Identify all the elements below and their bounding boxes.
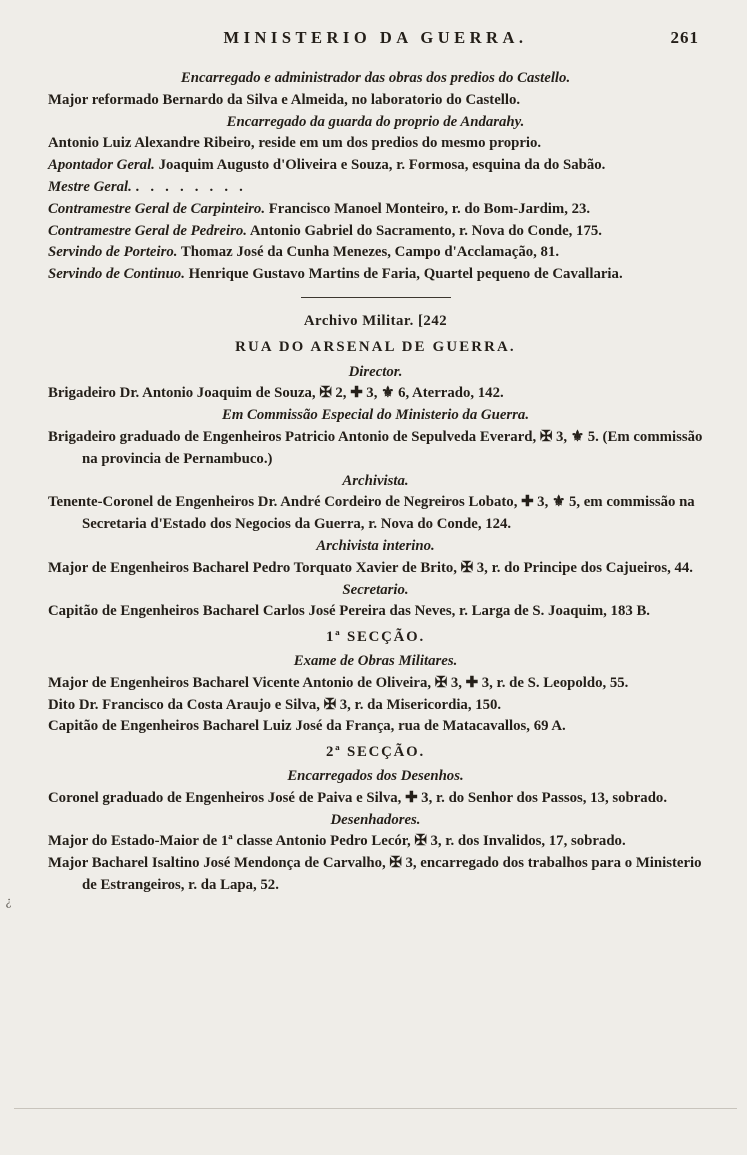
seccao1-entry: Capitão de Engenheiros Bacharel Luiz José da França, rua de Matacavallos, 69 A. xyxy=(48,718,566,735)
archivista-entry: Tenente-Coronel de Engenheiros Dr. André Cordeiro de Negreiros Lobato, ✚ 3, ⚜ 5, em commissão na Secretaria d'Estado dos Negocios da Guerra, r. Nova do Conde, 124. xyxy=(48,494,695,533)
seccao1-heading: 1ª SECÇÃO. xyxy=(326,629,425,646)
archivista-interino-entry: Major de Engenheiros Bacharel Pedro Torquato Xavier de Brito, ✠ 3, r. do Principe dos Cajueiros, 44. xyxy=(48,559,693,576)
page-header xyxy=(48,28,703,52)
archivista-interino-heading: Archivista interino. xyxy=(316,537,435,554)
role-entry xyxy=(48,264,703,286)
role-text: . . . . . . . . xyxy=(135,178,243,195)
seccao2-entry: Coronel graduado de Engenheiros José de Paiva e Silva, ✚ 3, r. do Senhor dos Passos, 13, sobrado. xyxy=(48,789,668,806)
castello-entry: Major reformado Bernardo da Silva e Almeida, no laboratorio do Castello. xyxy=(48,91,521,108)
obras-officials-section xyxy=(48,68,703,286)
role-entry xyxy=(48,199,703,221)
role-text: Antonio Gabriel do Sacramento, r. Nova do Conde, 175. xyxy=(249,222,602,239)
role-entry xyxy=(48,155,703,177)
scan-artifact-line xyxy=(14,1108,737,1109)
running-title: MINISTERIO DA GUERRA. xyxy=(223,28,528,47)
desenhadores-entry: Major do Estado-Maior de 1ª classe Antonio Pedro Lecór, ✠ 3, r. dos Invalidos, 17, sobrado. xyxy=(48,833,626,850)
director-heading: Director. xyxy=(348,363,403,380)
archivista-heading: Archivista. xyxy=(342,472,409,489)
role-label: Mestre Geral. xyxy=(48,178,132,195)
archivo-title: Archivo Militar. [242 xyxy=(303,312,448,329)
seccao2-heading: 2ª SECÇÃO. xyxy=(326,744,425,761)
castello-heading: Encarregado e administrador das obras dos predios do Castello. xyxy=(180,70,571,86)
role-label: Contramestre Geral de Carpinteiro. xyxy=(48,200,266,217)
director-entry: Brigadeiro Dr. Antonio Joaquim de Souza, ✠ 2, ✚ 3, ⚜ 6, Aterrado, 142. xyxy=(48,385,504,402)
role-entry xyxy=(48,221,703,243)
handwritten-margin-mark: ¿ xyxy=(3,892,13,909)
role-entry xyxy=(48,177,703,199)
andarahy-heading: Encarregado da guarda do proprio de Andarahy. xyxy=(226,113,525,130)
role-text: Henrique Gustavo Martins de Faria, Quartel pequeno de Cavallaria. xyxy=(188,266,623,283)
role-label: Servindo de Continuo. xyxy=(48,266,185,283)
archivo-militar-section xyxy=(48,311,703,897)
desenhadores-heading: Desenhadores. xyxy=(330,811,421,828)
document-body xyxy=(48,68,703,897)
seccao2-subheading: Encarregados dos Desenhos. xyxy=(287,767,464,784)
andarahy-entry: Antonio Luiz Alexandre Ribeiro, reside em um dos predios do mesmo proprio. xyxy=(48,135,542,152)
desenhadores-entry: Major Bacharel Isaltino José Mendonça de Carvalho, ✠ 3, encarregado dos trabalhos para o Ministerio de Estrangeiros, r. da Lapa, 52. xyxy=(48,855,702,893)
role-text: Joaquim Augusto d'Oliveira e Souza, r. Formosa, esquina da do Sabão. xyxy=(158,157,606,174)
role-text: Francisco Manoel Monteiro, r. do Bom-Jardim, 23. xyxy=(268,200,591,217)
secretario-entry: Capitão de Engenheiros Bacharel Carlos José Pereira das Neves, r. Larga de S. Joaquim, 183 B. xyxy=(48,603,651,620)
seccao1-entry: Dito Dr. Francisco da Costa Araujo e Silva, ✠ 3, r. da Misericordia, 150. xyxy=(48,696,502,713)
archivo-address: RUA DO ARSENAL DE GUERRA. xyxy=(235,338,516,355)
role-entry xyxy=(48,242,703,264)
page-number: 261 xyxy=(670,28,699,47)
secretario-heading: Secretario. xyxy=(342,581,409,598)
seccao1-entry: Major de Engenheiros Bacharel Vicente Antonio de Oliveira, ✠ 3, ✚ 3, r. de S. Leopoldo, 55. xyxy=(48,674,629,691)
role-label: Contramestre Geral de Pedreiro. xyxy=(48,222,247,239)
seccao1-subheading: Exame de Obras Militares. xyxy=(293,652,458,669)
section-divider xyxy=(301,297,451,298)
role-label: Servindo de Porteiro. xyxy=(48,244,178,261)
role-text: Thomaz José da Cunha Menezes, Campo d'Acclamação, 81. xyxy=(180,244,560,261)
commissao-entry: Brigadeiro graduado de Engenheiros Patricio Antonio de Sepulveda Everard, ✠ 3, ⚜ 5. (Em commissão na provincia de Pernambuco.) xyxy=(48,428,703,467)
commissao-heading: Em Commissão Especial do Ministerio da Guerra. xyxy=(221,407,530,424)
role-label: Apontador Geral. xyxy=(48,157,155,174)
